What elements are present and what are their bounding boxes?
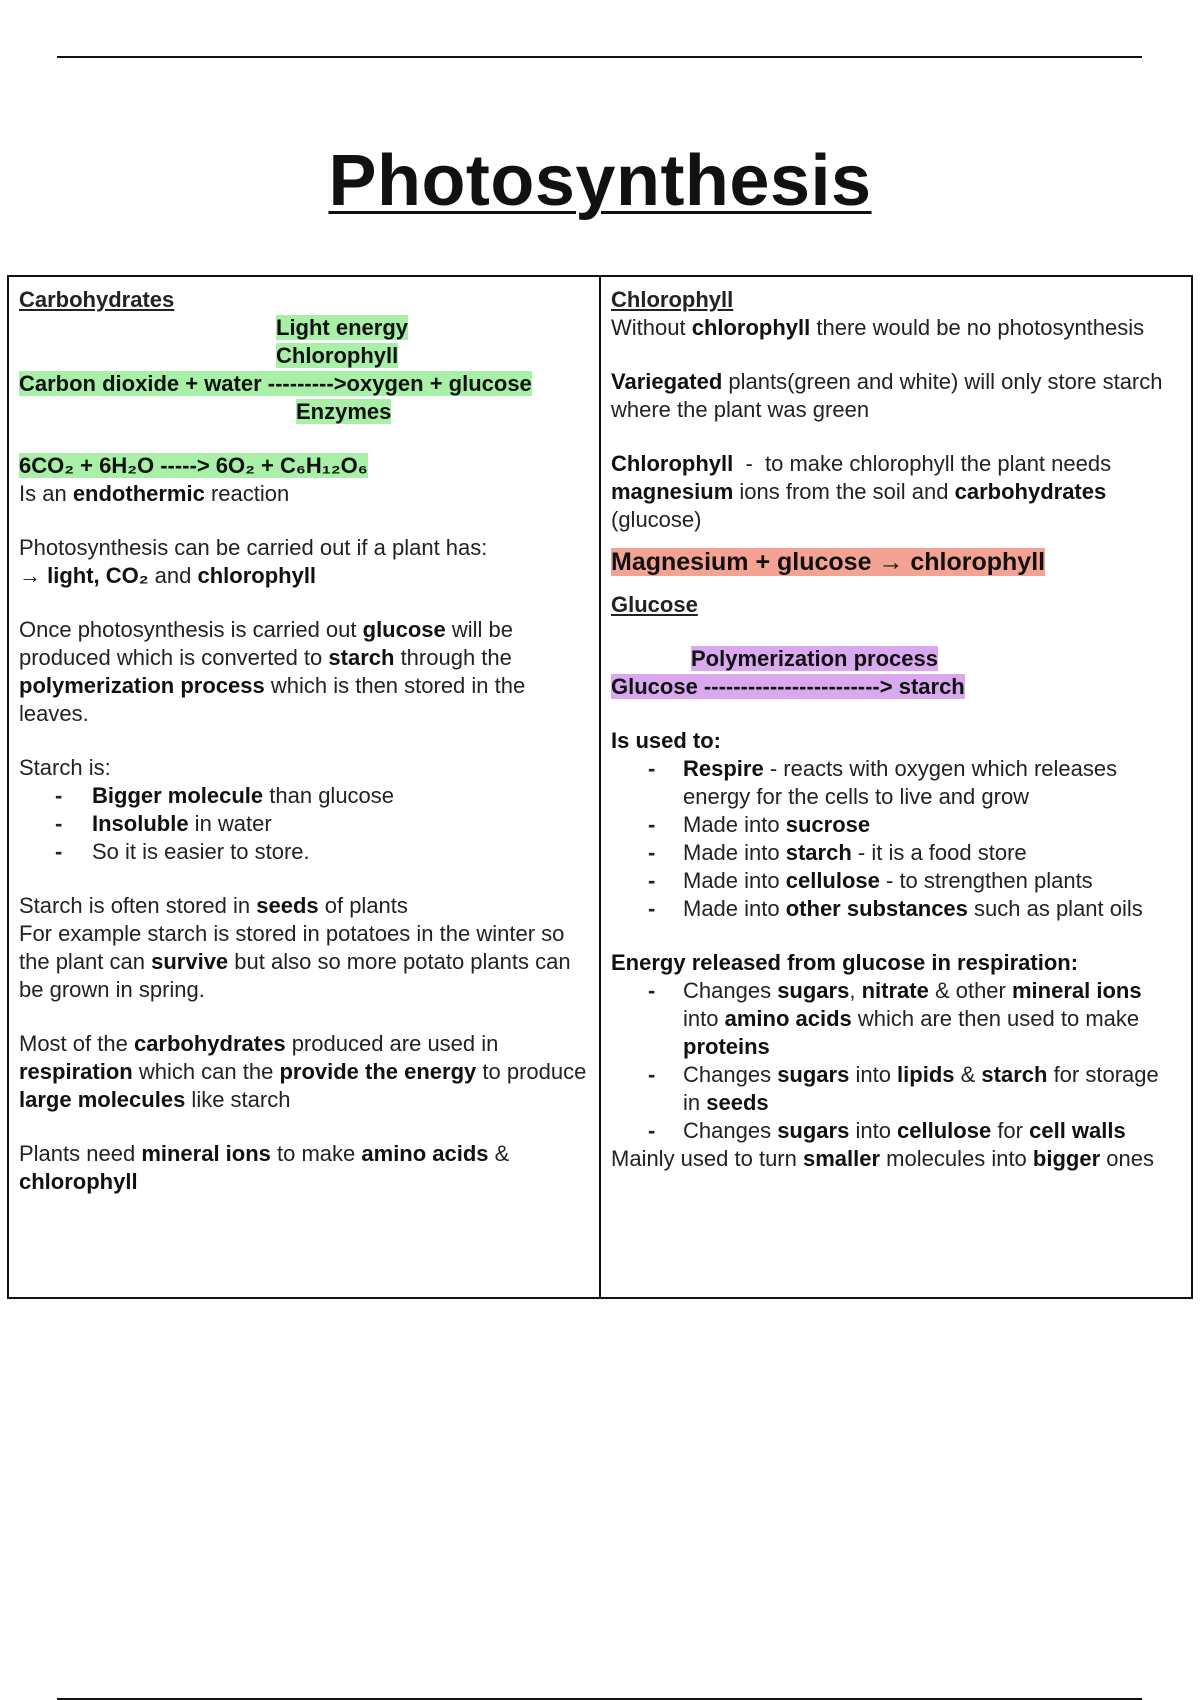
chlorophyll-needs-paragraph: Chlorophyll - to make chlorophyll the plant needs magnesium ions from the soil and carbohydrates (glucose) xyxy=(611,451,1118,532)
list-item: - Changes sugars into lipids & starch for storage in seeds xyxy=(611,1061,1181,1117)
word-equation-main: Carbon dioxide + water --------->oxygen + glucose xyxy=(19,371,532,396)
polymerization-label: Polymerization process xyxy=(691,646,938,671)
symbol-equation: 6CO₂ + 6H₂O -----> 6O₂ + C₆H₁₂O₆ xyxy=(19,453,368,478)
page-title: Photosynthesis xyxy=(328,141,872,221)
needs-list: → light, CO₂ and chlorophyll xyxy=(19,563,317,588)
used-to-list xyxy=(611,755,1181,923)
once-paragraph: Once photosynthesis is carried out glucose will be produced which is converted to starch through the polymerization process which is then stored in the leaves. xyxy=(19,617,526,726)
list-item: - Insoluble in water xyxy=(19,810,589,838)
without-chlorophyll: Without chlorophyll there would be no photosynthesis xyxy=(611,315,1145,340)
starch-list xyxy=(19,782,589,866)
notes-table xyxy=(7,275,1193,1299)
light-energy-label: Light energy xyxy=(276,315,409,340)
list-item: - Made into cellulose - to strengthen plants xyxy=(611,867,1181,895)
list-item: - Made into other substances such as plant oils xyxy=(611,895,1181,923)
list-item: - Respire - reacts with oxygen which releases energy for the cells to live and grow xyxy=(611,755,1181,811)
polymerization-equation: Glucose ------------------------> starch xyxy=(611,674,965,699)
variegated-paragraph: Variegated plants(green and white) will only store starch where the plant was green xyxy=(611,369,1163,422)
right-column xyxy=(601,277,1191,1297)
enzymes-label: Enzymes xyxy=(296,399,392,424)
left-column xyxy=(9,277,601,1297)
word-equation xyxy=(19,314,589,426)
seeds-line: Starch is often stored in seeds of plants xyxy=(19,893,408,918)
energy-released-heading: Energy released from glucose in respiration: xyxy=(611,950,1079,975)
list-item: - Made into sucrose xyxy=(611,811,1181,839)
mineral-ions-paragraph: Plants need mineral ions to make amino acids & chlorophyll xyxy=(19,1141,510,1194)
list-item: - Made into starch - it is a food store xyxy=(611,839,1181,867)
list-item: - Changes sugars, nitrate & other mineral ions into amino acids which are then used to make proteins xyxy=(611,977,1181,1061)
list-item: - Changes sugars into cellulose for cell walls xyxy=(611,1117,1181,1145)
list-item: - So it is easier to store. xyxy=(19,838,589,866)
most-carbohydrates-paragraph: Most of the carbohydrates produced are used in respiration which can the provide the energy to produce large molecules like starch xyxy=(19,1031,587,1112)
potato-paragraph: For example starch is stored in potatoes in the winter so the plant can survive but also so more potato plants can be grown in spring. xyxy=(19,921,571,1002)
top-rule xyxy=(57,56,1142,58)
list-item: - Bigger molecule than glucose xyxy=(19,782,589,810)
chlorophyll-heading: Chlorophyll xyxy=(611,287,734,312)
carbohydrates-heading: Carbohydrates xyxy=(19,287,175,312)
chlorophyll-label: Chlorophyll xyxy=(276,343,399,368)
magnesium-equation: Magnesium + glucose → chlorophyll xyxy=(611,548,1046,576)
endothermic-line: Is an endothermic reaction xyxy=(19,481,290,506)
needs-line: Photosynthesis can be carried out if a plant has: xyxy=(19,535,488,560)
mainly-used-line: Mainly used to turn smaller molecules into bigger ones xyxy=(611,1146,1154,1171)
glucose-heading: Glucose xyxy=(611,592,698,617)
used-to-heading: Is used to: xyxy=(611,728,722,753)
energy-released-list xyxy=(611,977,1181,1145)
starch-is-heading: Starch is: xyxy=(19,755,111,780)
